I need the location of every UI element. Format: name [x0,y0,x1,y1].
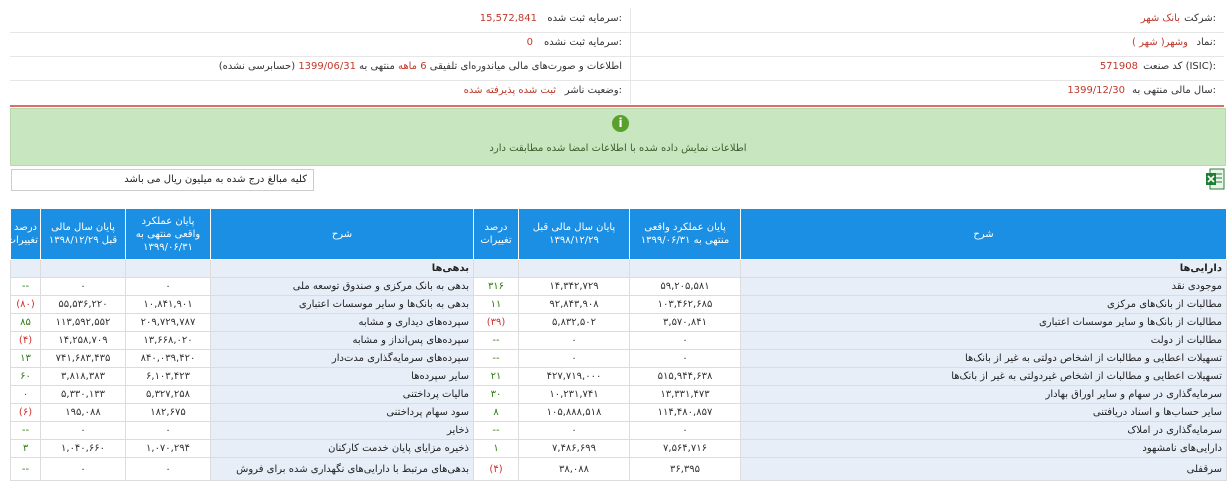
liability-desc: ذخیره مزایای پایان خدمت کارکنان [211,440,474,458]
liability-prev: ۱,۰۴۰,۶۶۰ [41,440,126,458]
company-value[interactable]: بانک شهر [1140,13,1180,24]
liability-prev: ۱۹۵,۰۸۸ [41,404,126,422]
liability-current: ۰ [126,458,211,481]
asset-current: ۱۱۴,۴۸۰,۸۵۷ [630,404,741,422]
asset-current: ۰ [630,350,741,368]
asset-prev: ۳۸,۰۸۸ [519,458,630,481]
asset-current: ۱۰۳,۴۶۲,۶۸۵ [630,296,741,314]
info-row-2 [10,32,1224,57]
asset-current: ۰ [630,422,741,440]
asset-prev: ۵,۸۳۲,۵۰۲ [519,314,630,332]
liability-current: ۱۰,۸۴۱,۹۰۱ [126,296,211,314]
asset-prev: ۴۲۷,۷۱۹,۰۰۰ [519,368,630,386]
table-row [11,296,1227,314]
liability-change: ۸۵ [11,314,41,332]
statement-date: 1399/06/31 [298,61,356,72]
asset-desc: مطالبات از بانک‌ها و سایر موسسات اعتباری [741,314,1227,332]
header-assets-change: درصد تغییرات [474,209,519,260]
liability-prev: ۵,۳۳۰,۱۳۳ [41,386,126,404]
section-title-row [11,260,1227,278]
asset-current: ۱۳,۳۳۱,۴۷۳ [630,386,741,404]
asset-prev: ۰ [519,332,630,350]
asset-current: ۳,۵۷۰,۸۴۱ [630,314,741,332]
statement-text [219,61,622,72]
asset-change: ۳۰ [474,386,519,404]
liability-desc: بدهی‌های مرتبط با دارایی‌های نگهداری شده برای فروش [211,458,474,481]
liability-prev: ۷۴۱,۶۸۳,۴۳۵ [41,350,126,368]
liabilities-section-title: بدهی‌ها [211,260,474,278]
asset-change: -- [474,332,519,350]
capital-unregistered-label: سرمایه ثبت نشده: [544,37,622,48]
capital-unregistered-value: 0 [526,37,533,48]
asset-change: -- [474,350,519,368]
asset-prev: ۱۰,۲۳۱,۷۴۱ [519,386,630,404]
asset-current: ۵۱۵,۹۴۴,۶۳۸ [630,368,741,386]
liability-desc: سپرده‌های پس‌انداز و مشابه [211,332,474,350]
excel-export-icon[interactable] [1205,168,1225,190]
liability-desc: بدهی به بانک مرکزی و صندوق توسعه ملی [211,278,474,296]
asset-desc: مطالبات از دولت [741,332,1227,350]
liability-current: ۵,۳۲۷,۲۵۸ [126,386,211,404]
liability-current: ۰ [126,278,211,296]
symbol-value[interactable]: وشهر( شهر ) [1131,37,1188,48]
asset-desc: سرقفلی [741,458,1227,481]
verification-alert [10,108,1226,166]
info-icon: i [612,115,629,132]
asset-change: ۱ [474,440,519,458]
statement-suffix: (حسابرسی نشده) [218,61,296,72]
header-assets-prev: پایان سال مالی قبل ۱۳۹۸/۱۲/۲۹ [519,209,630,260]
table-row [11,458,1227,481]
liability-desc: سایر سپرده‌ها [211,368,474,386]
isic-cell [631,56,1224,80]
liability-desc: ذخایر [211,422,474,440]
table-row [11,368,1227,386]
liability-current: ۱,۰۷۰,۲۹۴ [126,440,211,458]
fiscal-year-cell [631,80,1224,104]
asset-current: ۰ [630,332,741,350]
asset-desc: مطالبات از بانک‌های مرکزی [741,296,1227,314]
asset-change: (۳۹) [474,314,519,332]
table-row [11,386,1227,404]
liability-desc: سپرده‌های سرمایه‌گذاری مدت‌دار [211,350,474,368]
header-liabilities-current: پایان عملکرد واقعی منتهی به ۱۳۹۹/۰۶/۳۱ [126,209,211,260]
table-row [11,404,1227,422]
asset-desc: موجودی نقد [741,278,1227,296]
asset-prev: ۰ [519,422,630,440]
liability-current: ۰ [126,422,211,440]
table-body [11,260,1227,481]
asset-current: ۵۹,۲۰۵,۵۸۱ [630,278,741,296]
liability-prev: ۱۱۳,۵۹۲,۵۵۲ [41,314,126,332]
table-row [11,422,1227,440]
statement-period: 6 ماهه [398,61,427,72]
asset-prev: ۹۲,۸۴۳,۹۰۸ [519,296,630,314]
asset-prev: ۱۰۵,۸۸۸,۵۱۸ [519,404,630,422]
symbol-label: نماد: [1196,37,1216,48]
table-row [11,314,1227,332]
asset-change: (۴) [474,458,519,481]
liability-desc: سود سهام پرداختنی [211,404,474,422]
asset-desc: سرمایه‌گذاری در املاک [741,422,1227,440]
isic-label: کد صنعت (ISIC): [1143,61,1216,72]
header-liabilities-change: درصد تغییرات [11,209,41,260]
asset-change: ۳۱۶ [474,278,519,296]
table-header-row [11,209,1227,260]
symbol-cell [631,32,1224,56]
assets-section-title: دارایی‌ها [741,260,1227,278]
liability-change: (۶) [11,404,41,422]
header-liabilities-prev: پایان سال مالی قبل ۱۳۹۸/۱۲/۲۹ [41,209,126,260]
asset-change: -- [474,422,519,440]
isic-value: 571908 [1099,61,1138,72]
asset-change: ۲۱ [474,368,519,386]
liability-change: -- [11,422,41,440]
liability-change: (۸۰) [11,296,41,314]
liability-current: ۱۳,۶۶۸,۰۲۰ [126,332,211,350]
capital-registered-label: سرمایه ثبت شده: [547,13,622,24]
liability-change: (۴) [11,332,41,350]
table-row [11,440,1227,458]
verification-alert-text: اطلاعات نمایش داده شده با اطلاعات امضا شده مطابقت دارد [489,143,747,154]
header-assets-desc: شرح [741,209,1227,260]
capital-registered-cell [10,8,631,32]
balance-sheet-table-wrap [6,208,1226,500]
liability-change: -- [11,278,41,296]
publisher-status-cell [10,80,631,104]
asset-change: ۱۱ [474,296,519,314]
publisher-status-label: وضعیت ناشر: [564,85,622,96]
liability-change: ۱۳ [11,350,41,368]
asset-current: ۳۶,۳۹۵ [630,458,741,481]
liability-change: ۶۰ [11,368,41,386]
unit-note-text: کلیه مبالغ درج شده به میلیون ریال می باشد [124,174,307,185]
asset-desc: دارایی‌های نامشهود [741,440,1227,458]
liability-prev: ۰ [41,458,126,481]
liability-change: ۳ [11,440,41,458]
liability-desc: بدهی به بانک‌ها و سایر موسسات اعتباری [211,296,474,314]
header-liabilities-desc: شرح [211,209,474,260]
publisher-status-value: ثبت شده پذیرفته شده [463,85,556,96]
info-row-3 [10,56,1224,81]
liability-current: ۱۸۲,۶۷۵ [126,404,211,422]
statement-cell [10,56,631,80]
liability-prev: ۰ [41,422,126,440]
table-row [11,350,1227,368]
table-row [11,278,1227,296]
liability-current: ۸۴۰,۰۳۹,۴۲۰ [126,350,211,368]
asset-prev: ۰ [519,350,630,368]
asset-desc: سایر حساب‌ها و اسناد دریافتنی [741,404,1227,422]
asset-desc: سرمایه‌گذاری در سهام و سایر اوراق بهادار [741,386,1227,404]
info-row-1 [10,8,1224,33]
info-row-4 [10,80,1224,104]
liability-current: ۲۰۹,۷۲۹,۷۸۷ [126,314,211,332]
capital-unregistered-cell [10,32,631,56]
asset-current: ۷,۵۶۴,۷۱۶ [630,440,741,458]
asset-prev: ۷,۴۸۶,۶۹۹ [519,440,630,458]
liability-prev: ۳,۸۱۸,۳۸۳ [41,368,126,386]
asset-desc: تسهیلات اعطایی و مطالبات از اشخاص دولتی به غیر از بانک‌ها [741,350,1227,368]
company-info-panel [10,8,1224,107]
statement-mid: منتهی به [359,61,395,72]
company-label: شرکت: [1184,13,1216,24]
capital-registered-value: 15,572,841 [479,13,537,24]
liability-desc: سپرده‌های دیداری و مشابه [211,314,474,332]
asset-change: ۸ [474,404,519,422]
unit-note-box [11,169,314,191]
statement-prefix: اطلاعات و صورت‌های مالی میاندوره‌ای تلفیقی [429,61,622,72]
header-assets-current: پایان عملکرد واقعی منتهی به ۱۳۹۹/۰۶/۳۱ [630,209,741,260]
table-row [11,332,1227,350]
liability-change: ۰ [11,386,41,404]
liability-prev: ۰ [41,278,126,296]
liability-change: -- [11,458,41,481]
fiscal-year-label: سال مالی منتهی به: [1132,85,1216,96]
liability-prev: ۵۵,۵۳۶,۲۲۰ [41,296,126,314]
company-cell [631,8,1224,32]
liability-desc: مالیات پرداختنی [211,386,474,404]
balance-sheet-table [6,208,1227,481]
liability-prev: ۱۴,۲۵۸,۷۰۹ [41,332,126,350]
fiscal-year-value: 1399/12/30 [1067,85,1125,96]
asset-desc: تسهیلات اعطایی و مطالبات از اشخاص غیردولتی به غیر از بانک‌ها [741,368,1227,386]
asset-prev: ۱۴,۳۴۲,۷۲۹ [519,278,630,296]
liability-current: ۶,۱۰۳,۴۲۳ [126,368,211,386]
